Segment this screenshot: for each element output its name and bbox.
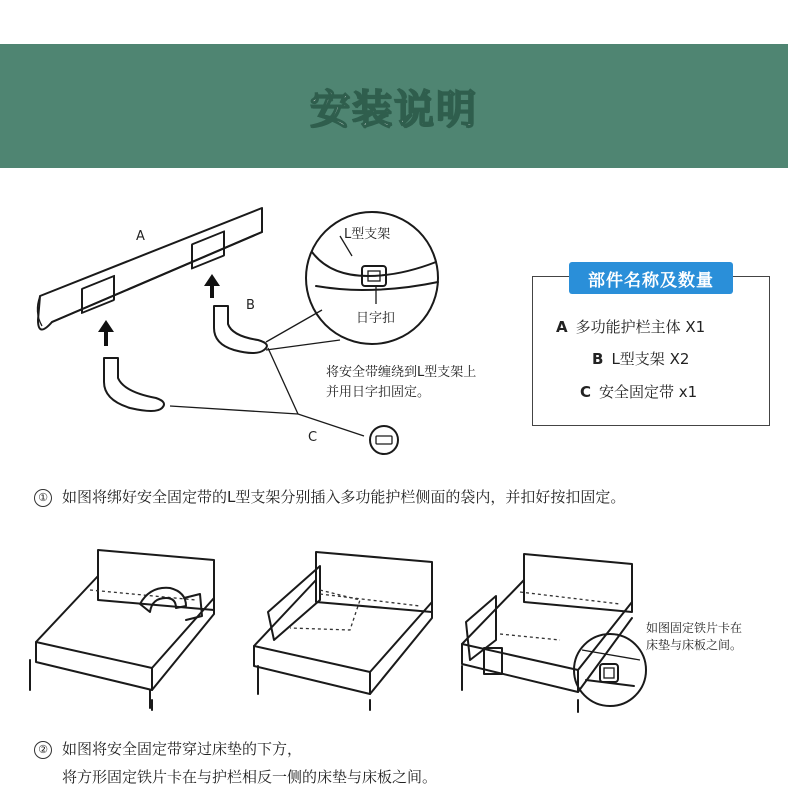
- step-2: [34, 738, 302, 759]
- callout-buckle: 日字扣: [356, 311, 396, 326]
- label-c: C: [308, 430, 318, 445]
- plate-callout-line2: 床垫与床板之间。: [646, 638, 743, 652]
- part-text: L型支架 X2: [611, 350, 690, 368]
- plate-callout: [646, 620, 742, 654]
- step-text: 如图将绑好安全固定带的L型支架分别插入多功能护栏侧面的袋内，并扣好按扣固定。: [62, 488, 626, 506]
- bed-1: [30, 550, 214, 710]
- part-letter: A: [556, 318, 568, 336]
- parts-list-header: 部件名称及数量: [569, 262, 733, 294]
- strap-note-line2: 并用日字扣固定。: [326, 385, 431, 400]
- part-text: 安全固定带 x1: [599, 383, 698, 401]
- callout-l-bracket: L型支架: [344, 227, 391, 242]
- plate-callout-line1: 如图固定铁片卡在: [646, 621, 743, 635]
- page-title: 安装说明: [310, 86, 478, 133]
- bed-2: [254, 552, 432, 710]
- step-text-line1: 如图将安全固定带穿过床垫的下方，: [62, 740, 303, 758]
- part-text: 多功能护栏主体 X1: [575, 318, 706, 336]
- step-number: ②: [34, 741, 52, 759]
- step-number: ①: [34, 489, 52, 507]
- step-2-line2: 将方形固定铁片卡在与护栏相反一侧的床垫与床板之间。: [62, 768, 438, 786]
- bed-3: [462, 554, 646, 712]
- label-a: A: [136, 229, 145, 244]
- part-letter: B: [592, 350, 604, 368]
- part-letter: C: [580, 383, 592, 401]
- label-b: B: [246, 298, 255, 313]
- strap-note-line1: 将安全带缠绕到L型支架上: [326, 365, 477, 380]
